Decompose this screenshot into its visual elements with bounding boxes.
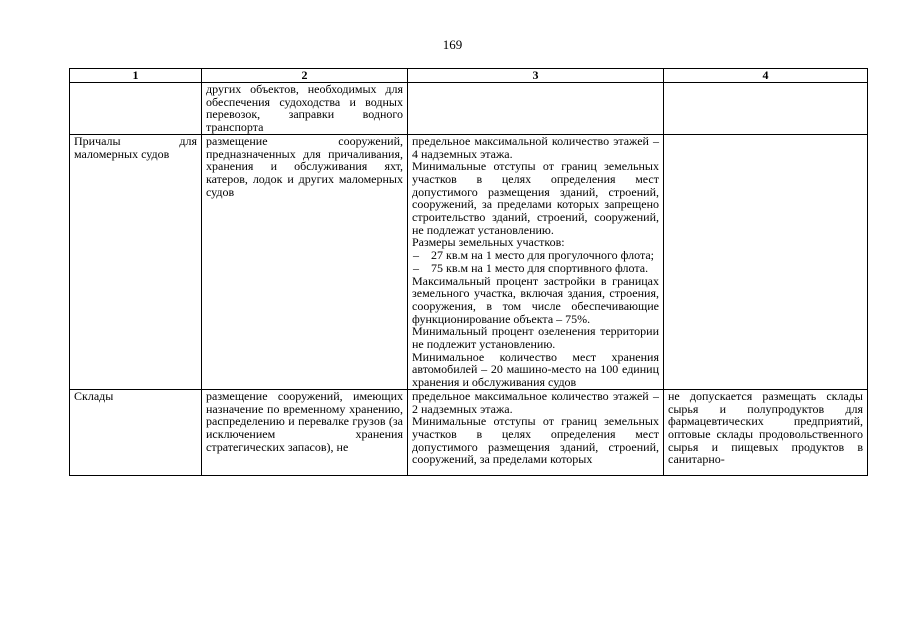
land-use-type-text: Склады <box>74 389 114 403</box>
cell-restrictions <box>664 389 868 475</box>
table-row <box>70 389 868 475</box>
cell-land-use-type <box>70 389 202 475</box>
description-text: размещение сооружений, имеющих назначение по временному хранению, распределению и перевалке грузов (за исключением хранения стратегических запасов), не <box>206 389 403 454</box>
cell-parameters <box>408 389 664 475</box>
page-number: 169 <box>442 37 463 52</box>
restrictions-text: не допускается размещать склады сырья и полупродуктов для фармацевтических предприятий, оптовые склады продовольственного сырья и пищевых продуктов в санитарно- <box>668 389 863 467</box>
parameter-paragraph: Минимальное количество мест хранения автомобилей – 20 машино-место на 100 единиц хранения и обслуживания судов <box>412 349 659 390</box>
dash-marker: – <box>413 248 419 263</box>
table-header-row <box>70 69 868 83</box>
parameter-paragraph: предельное максимальной количество этажей – 4 надземных этажа. <box>412 133 659 161</box>
cell-description <box>202 83 408 135</box>
parameter-paragraph: Минимальные отступы от границ земельных участков в целях определения мест допустимого размещения зданий, строений, сооружений, за пределами которых <box>412 414 659 467</box>
parameter-paragraph: Максимальный процент застройки в границах земельного участка, включая здания, строения, сооружения, в том числе обеспечивающие функционирование объекта – 75%. <box>412 273 659 326</box>
cell-restrictions <box>664 134 868 389</box>
description-text: размещение сооружений, предназначенных для причаливания, хранения и обслуживания яхт, катеров, лодок и других маломерных судов <box>206 133 403 199</box>
cell-parameters <box>408 83 664 135</box>
table-row <box>70 83 868 135</box>
land-use-type-text: Причалы для маломерных судов <box>74 133 197 161</box>
plot-size-list <box>412 249 659 274</box>
column-header: 2 <box>202 69 408 83</box>
column-header: 1 <box>70 69 202 83</box>
table-row <box>70 134 868 389</box>
parameter-paragraph: Размеры земельных участков: <box>412 235 565 250</box>
list-item <box>412 262 659 275</box>
column-header: 3 <box>408 69 664 83</box>
dash-marker: – <box>413 260 419 275</box>
parameter-paragraph: Минимальные отступы от границ земельных участков в целях определения мест допустимого размещения зданий, строений, сооружений, за пределами которых запрещено строительство зданий, строений, сооружений, не подлежат установлению. <box>412 159 659 237</box>
regulations-table <box>69 68 868 476</box>
parameter-paragraph: Минимальный процент озеленения территории не подлежит установлению. <box>412 324 659 352</box>
cell-land-use-type <box>70 83 202 135</box>
description-text: других объектов, необходимых для обеспечения судоходства и водных перевозок, заправки водного транспорта <box>206 82 403 135</box>
cell-description <box>202 389 408 475</box>
cell-restrictions <box>664 83 868 135</box>
cell-land-use-type <box>70 134 202 389</box>
cell-description <box>202 134 408 389</box>
parameter-paragraph: предельное максимальное количество этажей – 2 надземных этажа. <box>412 389 659 416</box>
cell-parameters <box>408 134 664 389</box>
column-header: 4 <box>664 69 868 83</box>
list-item-text: 75 кв.м на 1 место для спортивного флота. <box>431 260 649 275</box>
list-item-text: 27 кв.м на 1 место для прогулочного флота; <box>431 248 655 263</box>
